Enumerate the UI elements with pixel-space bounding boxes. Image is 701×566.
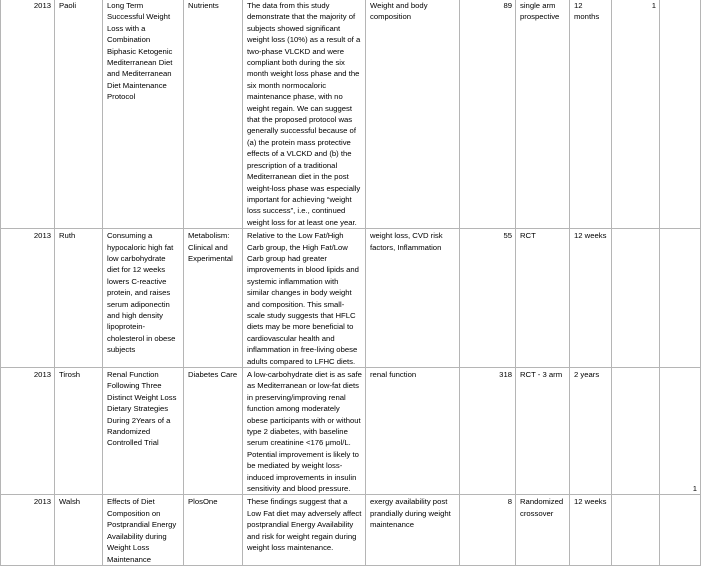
title-cell[interactable]: Long Term Successful Weight Loss with a Combination Biphasic Ketogenic Mediterranean Diet and Mediterranean Diet Maintenance Protocol — [103, 0, 184, 229]
sample-size-cell[interactable]: 55 — [460, 229, 516, 368]
extra-cell[interactable] — [660, 229, 701, 368]
flag-cell[interactable] — [612, 368, 660, 495]
author-cell[interactable]: Walsh — [55, 495, 103, 565]
extra-cell[interactable] — [660, 0, 701, 229]
design-cell[interactable]: RCT — [516, 229, 570, 368]
design-cell[interactable]: RCT - 3 arm — [516, 368, 570, 495]
flag-cell[interactable]: 1 — [612, 0, 660, 229]
findings-cell[interactable]: A low-carbohydrate diet is as safe as Mediterranean or low-fat diets in preserving/improving renal function among moderately obese participants with or without type 2 diabetes, with baseline serum creatinine <176 μmol/L. Potential improvement is likely to be mediated by weight loss-induced improvements in insulin sensitivity and blood pressure. — [243, 368, 366, 495]
duration-cell[interactable]: 12 months — [570, 0, 612, 229]
table-row — [1, 0, 701, 229]
journal-cell[interactable]: Nutrients — [184, 0, 243, 229]
sample-size-cell[interactable]: 89 — [460, 0, 516, 229]
outcome-cell[interactable]: renal function — [366, 368, 460, 495]
design-cell[interactable]: single arm prospective — [516, 0, 570, 229]
title-cell[interactable]: Renal Function Following Three Distinct Weight Loss Dietary Strategies During 2Years of a Randomized Controlled Trial — [103, 368, 184, 495]
findings-cell[interactable]: These findings suggest that a Low Fat diet may adversely affect postprandial Energy Availability and risk for weight regain during weight loss maintenance. — [243, 495, 366, 565]
table-row — [1, 229, 701, 368]
author-cell[interactable]: Ruth — [55, 229, 103, 368]
extra-cell[interactable]: 1 — [660, 368, 701, 495]
year-cell[interactable]: 2013 — [1, 0, 55, 229]
journal-cell[interactable]: Diabetes Care — [184, 368, 243, 495]
table-row — [1, 368, 701, 495]
journal-cell[interactable]: Metabolism: Clinical and Experimental — [184, 229, 243, 368]
duration-cell[interactable]: 2 years — [570, 368, 612, 495]
extra-cell[interactable] — [660, 495, 701, 565]
title-cell[interactable]: Effects of Diet Composition on Postprandial Energy Availability during Weight Loss Maintenance — [103, 495, 184, 565]
design-cell[interactable]: Randomized crossover — [516, 495, 570, 565]
findings-cell[interactable]: Relative to the Low Fat/High Carb group, the High Fat/Low Carb group had greater improvements in blood lipids and systemic inflammation with similar changes in body weight and composition. This small-scale study suggests that HFLC diets may be more beneficial to cardiovascular health and inflammation in free-living obese adults compared to LFHC diets. — [243, 229, 366, 368]
table-row — [1, 495, 701, 565]
author-cell[interactable]: Tirosh — [55, 368, 103, 495]
year-cell[interactable]: 2013 — [1, 229, 55, 368]
flag-cell[interactable] — [612, 229, 660, 368]
title-cell[interactable]: Consuming a hypocaloric high fat low carbohydrate diet for 12 weeks lowers C-reactive protein, and raises serum adiponectin and high density lipoprotein-cholesterol in obese subjects — [103, 229, 184, 368]
author-cell[interactable]: Paoli — [55, 0, 103, 229]
year-cell[interactable]: 2013 — [1, 495, 55, 565]
sample-size-cell[interactable]: 8 — [460, 495, 516, 565]
duration-cell[interactable]: 12 weeks — [570, 229, 612, 368]
sample-size-cell[interactable]: 318 — [460, 368, 516, 495]
duration-cell[interactable]: 12 weeks — [570, 495, 612, 565]
outcome-cell[interactable]: weight loss, CVD risk factors, Inflammation — [366, 229, 460, 368]
outcome-cell[interactable]: Weight and body composition — [366, 0, 460, 229]
journal-cell[interactable]: PlosOne — [184, 495, 243, 565]
outcome-cell[interactable]: exergy availability post prandially during weight maintenance — [366, 495, 460, 565]
flag-cell[interactable] — [612, 495, 660, 565]
findings-cell[interactable]: The data from this study demonstrate that the majority of subjects showed significant weight loss (10%) as a result of a two-phase VLCKD and were compliant both during the six month weight loss phase and the six month normocaloric maintenance phase, with no weight regain. We can suggest that the proposed protocol was generally successful because of (a) the protein mass protective effects of a VLCKD and (b) the prescription of a traditional Mediterranean diet in the post weight-loss phase was especially important for achieving “weight loss success”, i.e., continued weight loss for at least one year. — [243, 0, 366, 229]
year-cell[interactable]: 2013 — [1, 368, 55, 495]
